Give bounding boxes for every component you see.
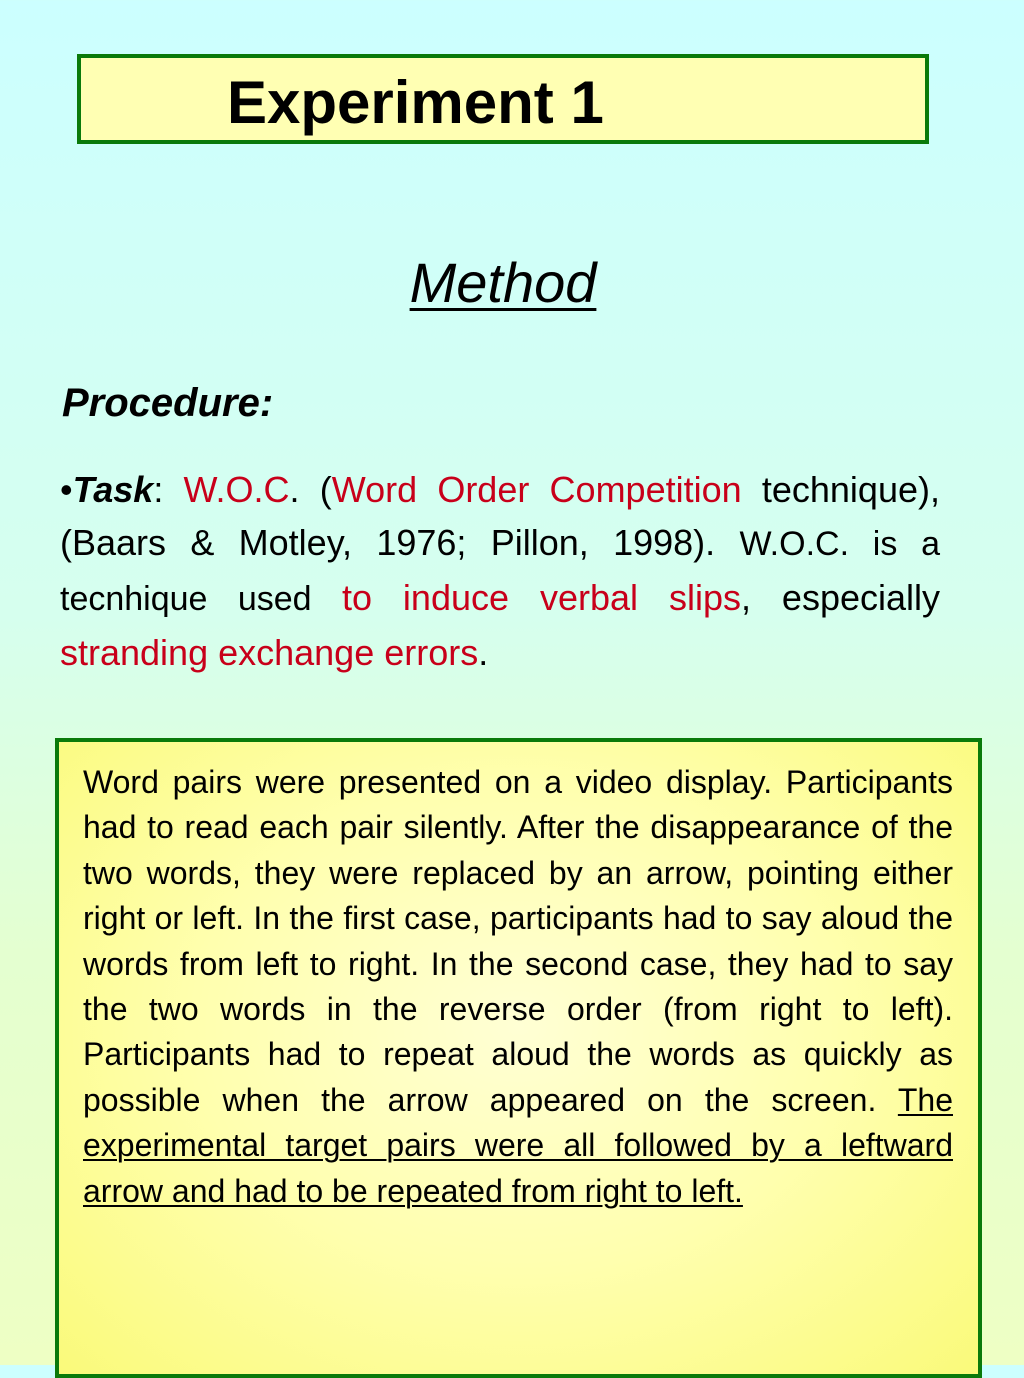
citation: technique), (Baars & Motley, 1976; Pillon, 1998). — [60, 469, 940, 563]
procedure-description: Word pairs were presented on a video display. Participants had to read each pair silently. After the disappearance of the two words, they were replaced by an arrow, pointing either right or left. In the first case, participants had to say aloud the words from left to right. In the second case, they had to say the two words in the reverse order (from right to left). Participants had to repeat aloud the words as quickly as possible when the arrow appeared on the screen. — [83, 764, 953, 1118]
after-abbreviation: . ( — [289, 469, 332, 510]
procedure-underlined-note: The experimental target pairs were all followed by a leftward arrow and had to be repeated from right to left. — [83, 1081, 953, 1209]
procedure-text — [83, 760, 953, 1214]
task-end: . — [478, 632, 489, 673]
bullet: • — [60, 469, 73, 510]
section-heading: Method — [409, 251, 597, 314]
woc-abbreviation: W.O.C — [183, 469, 290, 510]
procedure-subheading: Procedure: — [62, 381, 274, 425]
purpose-highlight: to induce verbal slips — [341, 577, 741, 618]
error-type-highlight: stranding exchange errors — [60, 632, 479, 673]
task-label: Task — [72, 469, 154, 510]
woc-full-name: Word Order Competition — [331, 469, 742, 510]
title-box — [77, 54, 929, 144]
slide-title: Experiment 1 — [227, 69, 604, 136]
task-paragraph — [60, 463, 940, 679]
woc-definition: W.O.C. is a tecnhique used — [60, 525, 940, 618]
task-colon: : — [153, 469, 184, 510]
procedure-box — [55, 738, 982, 1378]
especially-text: , especially — [740, 577, 941, 618]
